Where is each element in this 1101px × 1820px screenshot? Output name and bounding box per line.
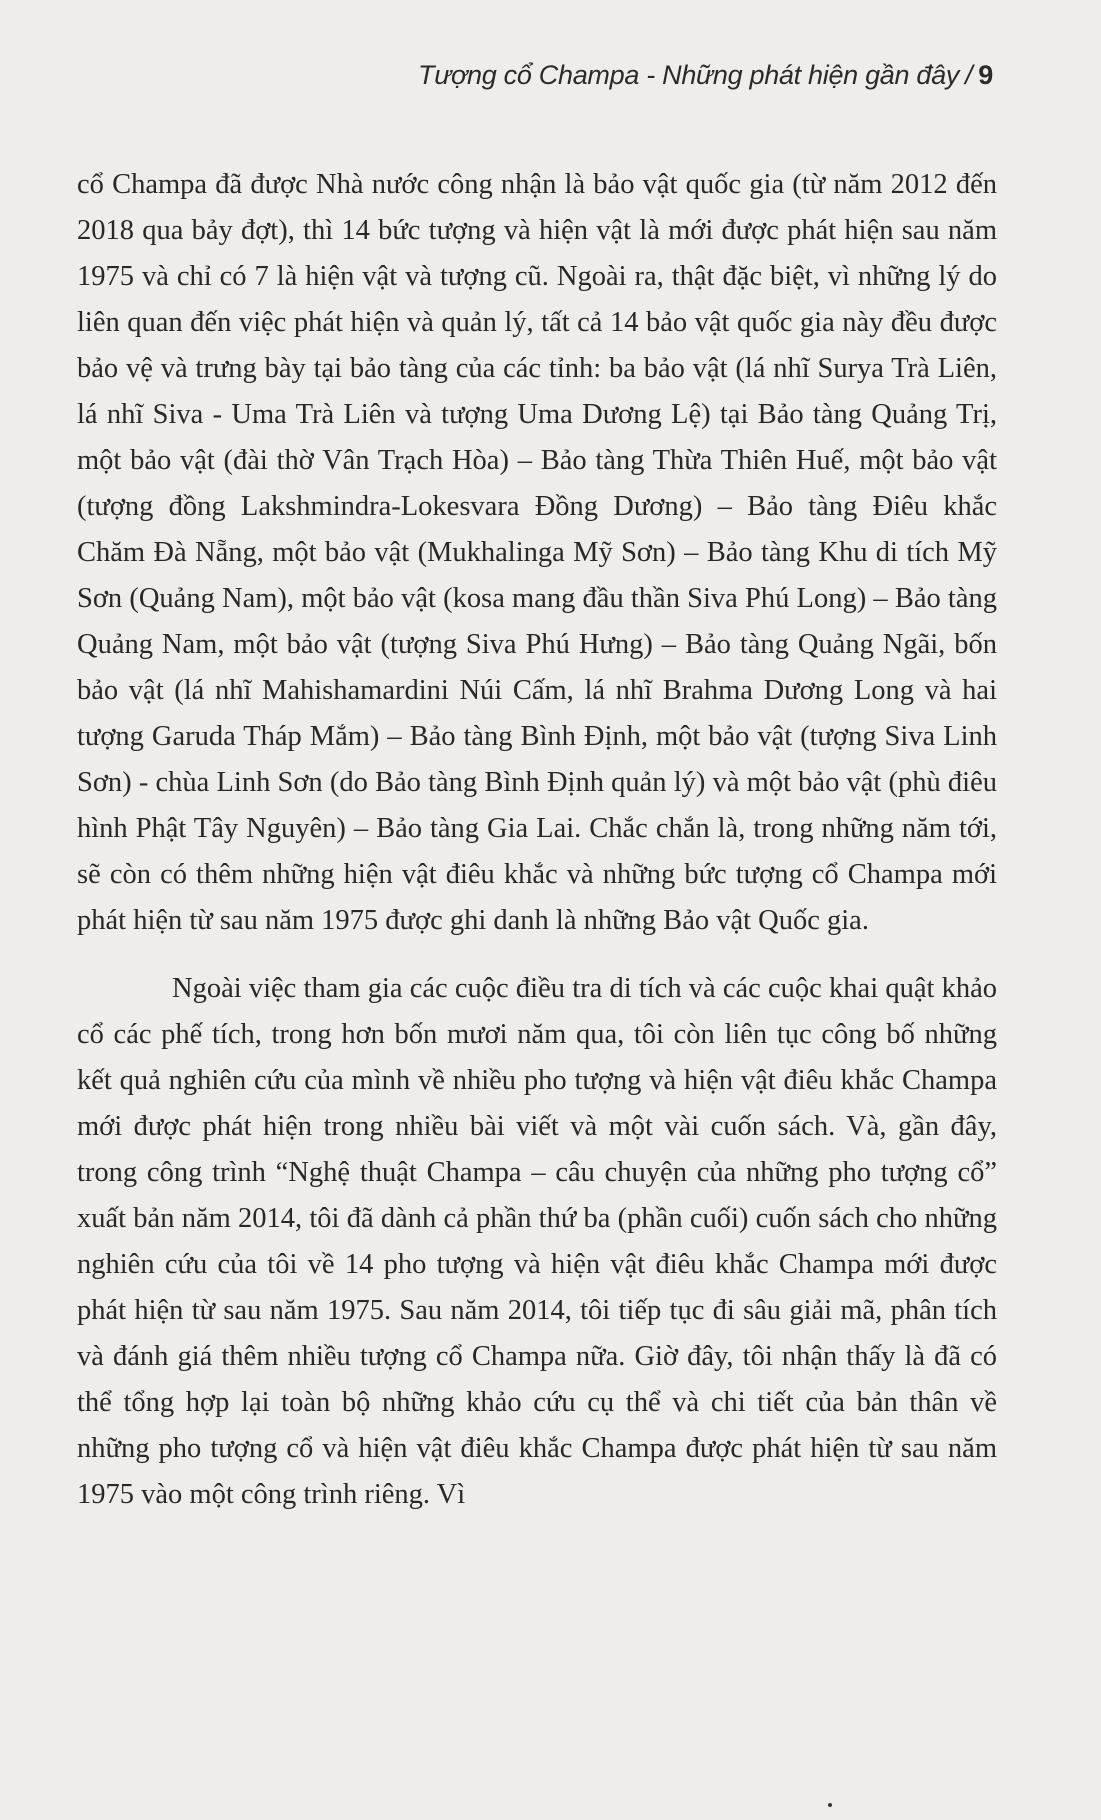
header-title: Tượng cổ Champa - Những phát hiện gần đây	[418, 60, 960, 90]
running-header	[418, 60, 993, 91]
print-speck	[828, 1803, 832, 1807]
header-separator: /	[965, 60, 973, 90]
body-text	[77, 162, 997, 1518]
paragraph-1: cổ Champa đã được Nhà nước công nhận là bảo vật quốc gia (từ năm 2012 đến 2018 qua bảy đợt), thì 14 bức tượng và hiện vật là mới được phát hiện sau năm 1975 và chỉ có 7 là hiện vật và tượng cũ. Ngoài ra, thật đặc biệt, vì những lý do liên quan đến việc phát hiện và quản lý, tất cả 14 bảo vật quốc gia này đều được bảo vệ và trưng bày tại bảo tàng của các tỉnh: ba bảo vật (lá nhĩ Surya Trà Liên, lá nhĩ Siva - Uma Trà Liên và tượng Uma Dương Lệ) tại Bảo tàng Quảng Trị, một bảo vật (đài thờ Vân Trạch Hòa) – Bảo tàng Thừa Thiên Huế, một bảo vật (tượng đồng Lakshmindra-Lokesvara Đồng Dương) – Bảo tàng Điêu khắc Chăm Đà Nẵng, một bảo vật (Mukhalinga Mỹ Sơn) – Bảo tàng Khu di tích Mỹ Sơn (Quảng Nam), một bảo vật (kosa mang đầu thần Siva Phú Long) – Bảo tàng Quảng Nam, một bảo vật (tượng Siva Phú Hưng) – Bảo tàng Quảng Ngãi, bốn bảo vật (lá nhĩ Mahishamardini Núi Cấm, lá nhĩ Brahma Dương Long và hai tượng Garuda Tháp Mắm) – Bảo tàng Bình Định, một bảo vật (tượng Siva Linh Sơn) - chùa Linh Sơn (do Bảo tàng Bình Định quản lý) và một bảo vật (phù điêu hình Phật Tây Nguyên) – Bảo tàng Gia Lai. Chắc chắn là, trong những năm tới, sẽ còn có thêm những hiện vật điêu khắc và những bức tượng cổ Champa mới phát hiện từ sau năm 1975 được ghi danh là những Bảo vật Quốc gia.	[77, 169, 997, 936]
paragraph-2: Ngoài việc tham gia các cuộc điều tra di tích và các cuộc khai quật khảo cổ các phế tích, trong hơn bốn mươi năm qua, tôi còn liên tục công bố những kết quả nghiên cứu của mình về nhiều pho tượng và hiện vật điêu khắc Champa mới được phát hiện trong nhiều bài viết và một vài cuốn sách. Và, gần đây, trong công trình “Nghệ thuật Champa – câu chuyện của những pho tượng cổ” xuất bản năm 2014, tôi đã dành cả phần thứ ba (phần cuối) cuốn sách cho những nghiên cứu của tôi về 14 pho tượng và hiện vật điêu khắc Champa mới được phát hiện từ sau năm 1975. Sau năm 2014, tôi tiếp tục đi sâu giải mã, phân tích và đánh giá thêm nhiều tượng cổ Champa nữa. Giờ đây, tôi nhận thấy là đã có thể tổng hợp lại toàn bộ những khảo cứu cụ thể và chi tiết của bản thân về những pho tượng cổ và hiện vật điêu khắc Champa được phát hiện từ sau năm 1975 vào một công trình riêng. Vì	[77, 973, 997, 1510]
page-number: 9	[978, 60, 993, 90]
